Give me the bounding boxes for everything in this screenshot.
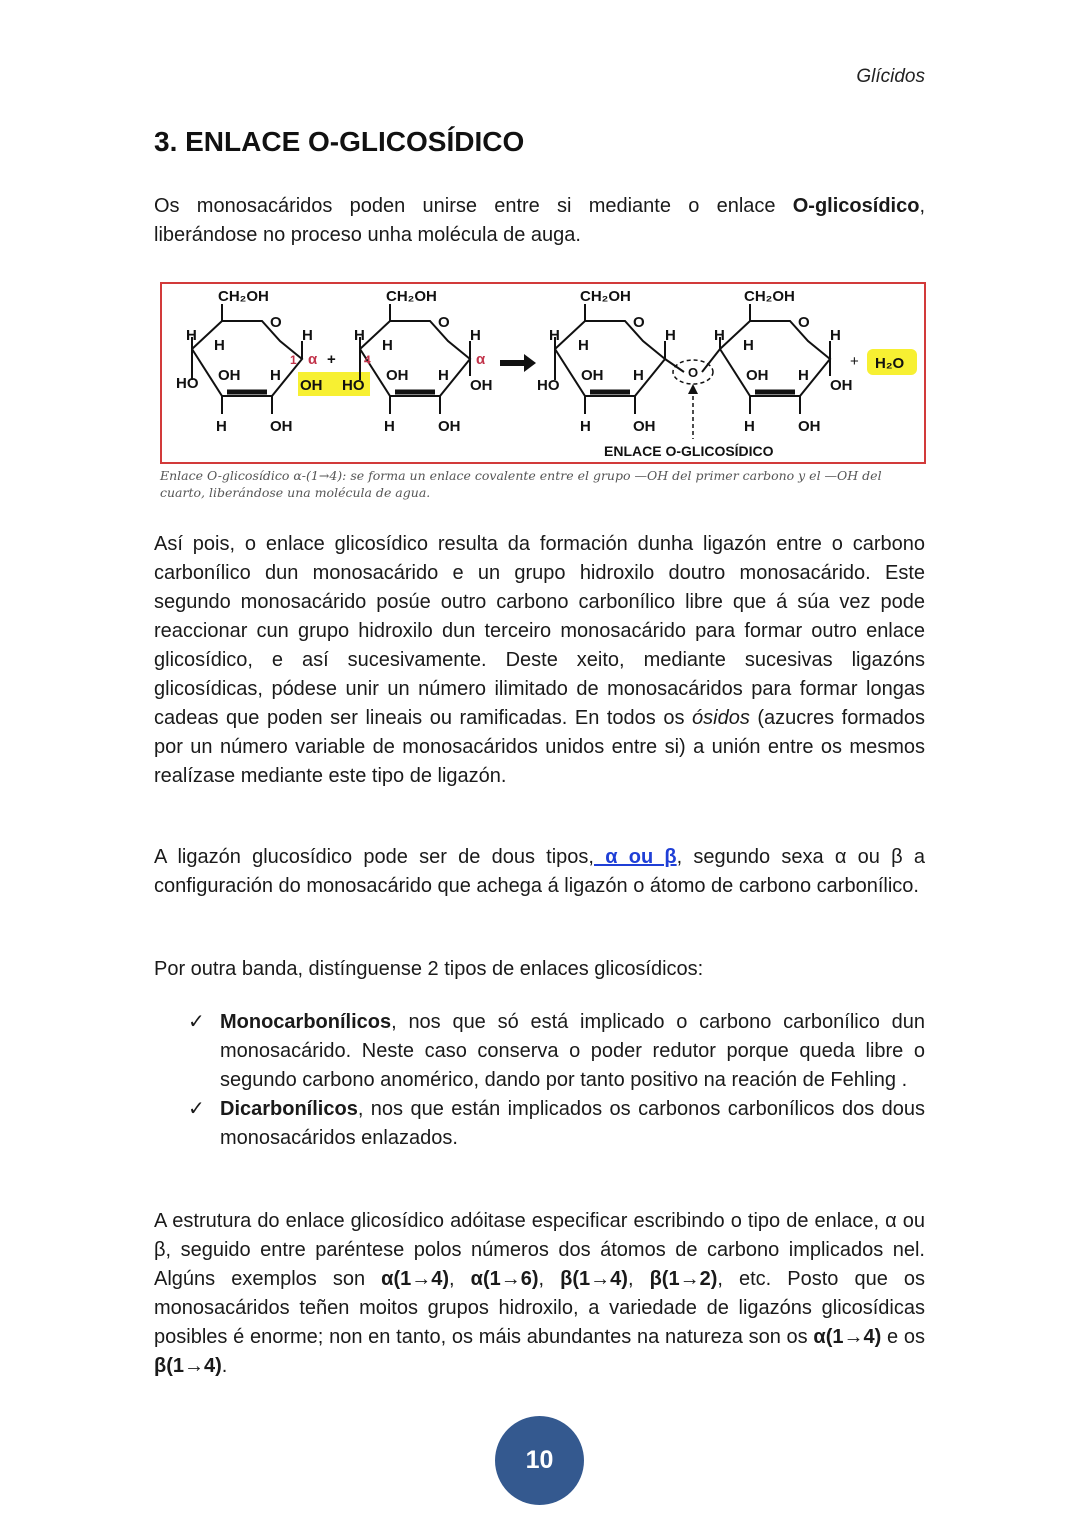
ring-4 xyxy=(720,321,830,396)
h-label: H xyxy=(830,327,841,344)
oh-label: OH xyxy=(300,377,323,394)
bond-types-list xyxy=(188,1008,925,1153)
oh-label: OH xyxy=(633,418,656,435)
section-title: 3. ENLACE O-GLICOSÍDICO xyxy=(154,126,525,157)
bond-label: ENLACE O-GLICOSÍDICO xyxy=(604,443,774,459)
running-header: Glícidos xyxy=(856,66,925,87)
ring-oxygen-label: O xyxy=(798,314,810,331)
check-icon: ✓ xyxy=(188,1098,205,1120)
oh-label: OH xyxy=(438,418,461,435)
h-label: H xyxy=(633,367,644,384)
ring-oxygen-label: O xyxy=(633,314,645,331)
oh-label: OH xyxy=(746,367,769,384)
carbon-1-label: 1 xyxy=(290,353,297,367)
ch2oh-label: CH₂OH xyxy=(218,288,269,305)
ring-3 xyxy=(555,321,665,396)
oh-label: OH xyxy=(470,377,493,394)
oh-label: OH xyxy=(218,367,241,384)
list-item: ✓ Monocarbonílicos, nos que só está implicado o carbono carbonílico dun monosacárido. Neste caso conserva o poder redutor porque queda libre o segundo carbono anomérico, dando por tanto positivo na reación de Fehling . xyxy=(188,1008,925,1095)
water-label: H₂O xyxy=(875,355,905,372)
h-label: H xyxy=(302,327,313,344)
glycosidic-reaction-diagram xyxy=(162,284,924,462)
carbon-4-label: 4 xyxy=(364,353,371,367)
h-label: H xyxy=(714,327,725,344)
oh-label: OH xyxy=(830,377,853,394)
h-label: H xyxy=(470,327,481,344)
alpha-beta-link[interactable]: α ou β xyxy=(594,846,677,868)
ch2oh-label: CH₂OH xyxy=(386,288,437,305)
list-item: ✓ Dicarbonílicos, nos que están implicados os carbonos carbonílicos dos dous monosacáridos enlazados. xyxy=(188,1095,925,1153)
oh-label: OH xyxy=(270,418,293,435)
ring-oxygen-label: O xyxy=(438,314,450,331)
plus-sign: + xyxy=(850,353,859,370)
paragraph-types-intro: Por outra banda, distínguense 2 tipos de enlaces glicosídicos: xyxy=(154,958,704,980)
ring-oxygen-label: O xyxy=(270,314,282,331)
plus-sign: + xyxy=(327,351,336,368)
oh-label: OH xyxy=(386,367,409,384)
h-label: H xyxy=(186,327,197,344)
bridge-oxygen-label: O xyxy=(688,365,699,380)
alpha-label: α xyxy=(308,351,318,368)
h-label: H xyxy=(743,337,754,354)
page-number-badge: 10 xyxy=(495,1416,584,1505)
ch2oh-label: CH₂OH xyxy=(580,288,631,305)
glycosidic-bond-figure xyxy=(160,282,926,464)
h-label: H xyxy=(665,327,676,344)
ring-2 xyxy=(360,321,470,396)
paragraph-notation: A estrutura do enlace glicosídico adóitase especificar escribindo o tipo de enlace, α ou β, seguido entre paréntese polos números dos átomos de carbono implicados nel. Algúns exemplos son α(1→4), α(1→6), β(1→4), β(1→2), etc. Posto que os monosacáridos teñen moitos grupos hidroxilo, a variedade de ligazóns glicosídicas posibles é enorme; non en tanto, os máis abundantes na natureza son os α(1→4) e os β(1→4). xyxy=(154,1210,926,1377)
ring-1 xyxy=(192,321,302,396)
paragraph-alpha-beta: A ligazón glucosídico pode ser de dous tipos, α ou β, segundo sexa α ou β a configuración do monosacárido que achega á ligazón o átomo de carbono carbonílico. xyxy=(154,846,926,897)
intro-paragraph: Os monosacáridos poden unirse entre si mediante o enlace O-glicosídico, liberándose no proceso unha molécula de auga. xyxy=(154,195,925,246)
bond-pointer-arrow xyxy=(688,384,698,394)
oh-label: OH xyxy=(581,367,604,384)
h-label: H xyxy=(580,418,591,435)
ho-label: HO xyxy=(537,377,560,394)
h-label: H xyxy=(384,418,395,435)
h-label: H xyxy=(549,327,560,344)
ho-label: HO xyxy=(342,377,365,394)
alpha-label: α xyxy=(476,351,486,368)
h-label: H xyxy=(438,367,449,384)
ch2oh-label: CH₂OH xyxy=(744,288,795,305)
ho-label: HO xyxy=(176,375,199,392)
h-label: H xyxy=(270,367,281,384)
h-label: H xyxy=(744,418,755,435)
h-label: H xyxy=(214,337,225,354)
check-icon: ✓ xyxy=(188,1011,205,1033)
h-label: H xyxy=(382,337,393,354)
reaction-arrow xyxy=(500,354,536,372)
h-label: H xyxy=(798,367,809,384)
h-label: H xyxy=(578,337,589,354)
h-label: H xyxy=(354,327,365,344)
figure-caption: Enlace O-glicosídico α-(1→4): se forma un enlace covalente entre el grupo —OH del primer carbono y el —OH del cuarto, liberándose una molécula de agua. xyxy=(160,468,882,500)
paragraph-glycosidic-explanation: Así pois, o enlace glicosídico resulta da formación dunha ligazón entre o carbono carbonílico dun monosacárido e un grupo hidroxilo doutro monosacárido. Este segundo monosacárido posúe outro carbono carbonílico libre que á súa vez pode reaccionar cun grupo hidroxilo dun terceiro monosacárido para formar outro enlace glicosídico, e así sucesivamente. Deste xeito, mediante sucesivas ligazóns glicosídicas, pódese unir un número ilimitado de monosacáridos para formar longas cadeas que poden ser lineais ou ramificadas. En todos os ósidos (azucres formados por un número variable de monosacáridos unidos entre si) a unión entre os mesmos realízase mediante este tipo de ligazón. xyxy=(154,533,925,787)
oh-label: OH xyxy=(798,418,821,435)
h-label: H xyxy=(216,418,227,435)
